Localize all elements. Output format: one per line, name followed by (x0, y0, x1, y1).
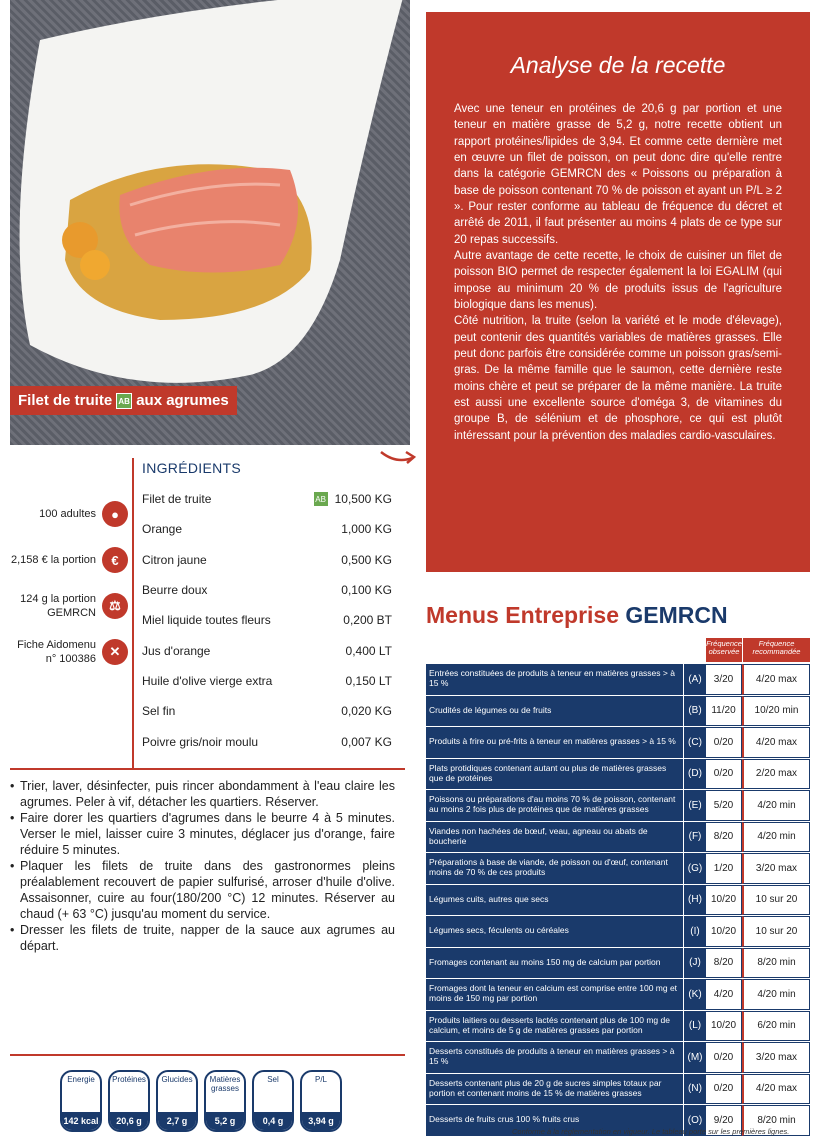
row-description: Légumes cuits, autres que secs (426, 885, 684, 916)
row-observed: 0/20 (706, 1042, 742, 1073)
nutrition-badge (60, 1070, 102, 1132)
ingredient-name: Orange (142, 522, 183, 537)
row-recommended: 8/20 min (742, 1105, 810, 1136)
row-observed: 0/20 (706, 727, 742, 758)
ingredient-row (142, 484, 392, 514)
row-recommended: 10/20 min (742, 696, 810, 727)
row-observed: 3/20 (706, 664, 742, 695)
row-recommended: 2/20 max (742, 759, 810, 790)
row-description: Entrées constituées de produits à teneur en matières grasses > à 15 % (426, 664, 684, 695)
recipe-title-part2: aux agrumes (136, 392, 229, 409)
recipe-meta (10, 492, 128, 676)
row-letter: (M) (684, 1042, 706, 1073)
recipe-title-part1: Filet de truite (18, 392, 113, 409)
row-recommended: 6/20 min (742, 1011, 810, 1042)
row-description: Légumes secs, féculents ou céréales (426, 916, 684, 947)
row-description: Desserts contenant plus de 20 g de sucres simples totaux par portion et contenant moins de 15 % de matières grasses (426, 1074, 684, 1105)
ingredient-row (142, 575, 392, 605)
row-letter: (H) (684, 885, 706, 916)
ingredient-name: Poivre gris/noir moulu (142, 734, 259, 749)
row-description: Préparations à base de viande, de poisson ou d'œuf, contenant moins de 70 % de ces produits (426, 853, 684, 884)
row-recommended: 4/20 min (742, 790, 810, 821)
analysis-text: Avec une teneur en protéines de 20,6 g par portion et une teneur en matière grasse de 5,2 g, notre recette obtient un rapport protéines/lipides de 3,94. Et comme cette dernière met en œuvre un filet de poisson, on peut donc dire qu'elle rentre dans la catégorie GEMRCN des « Poissons ou préparation à base de poisson contenant 70 % de poisson et ayant un P/L ≥ 2 ». Pour rester conforme au tableau de fréquence du décret et arrêté de 2011, il faut présenter au moins 4 plats de ce type sur 20 repas successifs. Autre avantage de cette recette, le choix de cuisiner un filet de poisson BIO permet de respecter également la loi EGALIM (qui impose au minimum 20 % de produits issus de l'agriculture biologique dans les menus). Côté nutrition, la truite (selon la variété et le mode d'élevage), peut contenir des quantités variables de matières grasses. Elle peut donc parfois être considérée comme un poisson gras/semi-gras. De la même famille que le saumon, cette dernière reste moins chère et peut se préparer de la même manière. La truite est aussi une excellente source d'oméga 3, de vitamines du groupe B, de sélénium et de phosphore, ce qui est plutôt intéressant pour la prévention des maladies cardio-vasculaires. (454, 103, 782, 442)
frequency-table (426, 664, 810, 1137)
row-description: Viandes non hachées de bœuf, veau, agneau ou abats de boucherie (426, 822, 684, 853)
ingredients-title: INGRÉDIENTS (142, 460, 241, 476)
row-description: Fromages contenant au moins 150 mg de calcium par portion (426, 948, 684, 979)
row-observed: 10/20 (706, 916, 742, 947)
row-recommended: 10 sur 20 (742, 916, 810, 947)
nutrition-value: 2,7 g (158, 1112, 196, 1130)
row-description: Crudités de légumes ou de fruits (426, 696, 684, 727)
menus-title-red: Menus Entreprise (426, 602, 619, 628)
ingredient-qty: 0,020 KG (341, 704, 392, 719)
table-row (426, 948, 810, 980)
nutrition-value: 20,6 g (110, 1112, 148, 1130)
row-recommended: 3/20 max (742, 853, 810, 884)
nutrition-label: Matières grasses (209, 1075, 241, 1093)
row-observed: 0/20 (706, 759, 742, 790)
person-icon: ● (102, 501, 128, 527)
ingredient-name: Miel liquide toutes fleurs (142, 613, 271, 628)
table-row (426, 696, 810, 728)
row-letter: (O) (684, 1105, 706, 1136)
meta-sheet-text: Fiche Aidomenu n° 100386 (17, 638, 96, 665)
row-description: Fromages dont la teneur en calcium est comprise entre 100 mg et moins de 150 mg par portion (426, 979, 684, 1010)
ingredient-row (142, 696, 392, 726)
row-recommended: 8/20 min (742, 948, 810, 979)
table-row (426, 822, 810, 854)
row-recommended: 4/20 min (742, 822, 810, 853)
nutrition-badge (204, 1070, 246, 1132)
row-letter: (N) (684, 1074, 706, 1105)
ingredient-qty: 0,100 KG (341, 583, 392, 598)
bio-leaf-icon: AB (116, 393, 132, 409)
row-description: Poissons ou préparations d'au moins 70 % de poisson, contenant au moins 2 fois plus de protéines que de matières grasses (426, 790, 684, 821)
row-letter: (I) (684, 916, 706, 947)
step-item: • Dresser les filets de truite, napper de la sauce aux agrumes au départ. (10, 922, 395, 954)
menus-title-blue: GEMRCN (625, 602, 728, 628)
ingredient-name: Filet de truite (142, 492, 212, 507)
nutrition-label: Protéines (112, 1075, 146, 1084)
nutrition-facts (60, 1070, 342, 1132)
meta-weight (10, 584, 128, 628)
row-letter: (J) (684, 948, 706, 979)
recipe-photo (10, 0, 410, 445)
menus-title (426, 602, 728, 629)
arrow-icon (378, 446, 418, 470)
row-recommended: 10 sur 20 (742, 885, 810, 916)
row-recommended: 4/20 max (742, 1074, 810, 1105)
table-row (426, 979, 810, 1011)
ingredient-name: Huile d'olive vierge extra (142, 673, 273, 688)
nutrition-label: Glucides (161, 1075, 193, 1084)
row-observed: 8/20 (706, 822, 742, 853)
ingredient-name: Sel fin (142, 704, 176, 719)
meta-cost (10, 538, 128, 582)
row-observed: 10/20 (706, 885, 742, 916)
nutrition-divider (10, 1054, 405, 1056)
ingredient-qty: 0,007 KG (341, 734, 392, 749)
ingredient-name: Beurre doux (142, 583, 208, 598)
ingredient-qty: 1,000 KG (341, 522, 392, 537)
ingredient-row (142, 666, 392, 696)
row-description: Desserts constitués de produits à teneur en matières grasses > à 15 % (426, 1042, 684, 1073)
row-observed: 10/20 (706, 1011, 742, 1042)
row-observed: 8/20 (706, 948, 742, 979)
ingredient-name: Jus d'orange (142, 643, 211, 658)
row-letter: (K) (684, 979, 706, 1010)
table-row (426, 1074, 810, 1106)
row-letter: (A) (684, 664, 706, 695)
preparation-steps (10, 778, 395, 954)
nutrition-value: 142 kcal (62, 1112, 100, 1130)
euro-icon: € (102, 547, 128, 573)
table-row (426, 916, 810, 948)
ingredient-row (142, 635, 392, 665)
ingredient-qty: 0,200 BT (343, 613, 392, 628)
row-observed: 1/20 (706, 853, 742, 884)
row-recommended: 3/20 max (742, 1042, 810, 1073)
nutrition-label: P/L (314, 1075, 327, 1084)
ingredient-qty: 0,500 KG (341, 552, 392, 567)
row-observed: 0/20 (706, 1074, 742, 1105)
row-letter: (D) (684, 759, 706, 790)
recipe-title (10, 386, 237, 415)
meta-sheet (10, 630, 128, 674)
row-observed: 11/20 (706, 696, 742, 727)
observed-frequency-header: Fréquence observée (706, 638, 742, 662)
analysis-box (426, 12, 810, 572)
ingredient-name: Citron jaune (142, 552, 207, 567)
table-row (426, 727, 810, 759)
nutrition-badge (300, 1070, 342, 1132)
nutrition-value: 0,4 g (254, 1112, 292, 1130)
row-description: Desserts de fruits crus 100 % fruits crus (426, 1105, 684, 1136)
row-letter: (G) (684, 853, 706, 884)
row-observed: 5/20 (706, 790, 742, 821)
row-description: Produits laitiers ou desserts lactés contenant plus de 100 mg de calcium, et moins de 5 g de matières grasses par portion (426, 1011, 684, 1042)
row-recommended: 4/20 max (742, 664, 810, 695)
table-row (426, 1011, 810, 1043)
cutlery-icon: ✕ (102, 639, 128, 665)
step-item: • Faire dorer les quartiers d'agrumes dans le beurre 4 à 5 minutes. Verser le miel, laisser cuire 3 minutes, déglacer jus d'orange, faire réduire 5 minutes. (10, 810, 395, 858)
nutrition-badge (156, 1070, 198, 1132)
ingredients-list (142, 484, 392, 757)
ingredient-row (142, 545, 392, 575)
scale-icon: ⚖ (102, 593, 128, 619)
table-row (426, 759, 810, 791)
nutrition-value: 5,2 g (206, 1112, 244, 1130)
row-letter: (F) (684, 822, 706, 853)
ingredient-qty: 0,150 LT (345, 673, 392, 688)
row-letter: (C) (684, 727, 706, 758)
row-observed: 4/20 (706, 979, 742, 1010)
ingredient-row (142, 726, 392, 756)
steps-divider (10, 768, 405, 770)
row-letter: (L) (684, 1011, 706, 1042)
row-letter: (B) (684, 696, 706, 727)
row-letter: (E) (684, 790, 706, 821)
ingredient-qty: 0,400 LT (345, 643, 392, 658)
recommended-frequency-header: Fréquence recommandée (743, 638, 810, 662)
bio-leaf-icon: AB (313, 491, 329, 507)
ingredient-row (142, 514, 392, 544)
analysis-title: Analyse de la recette (510, 52, 726, 78)
nutrition-badge (252, 1070, 294, 1132)
row-recommended: 4/20 max (742, 727, 810, 758)
table-row (426, 664, 810, 696)
meta-servings-text: 100 adultes (39, 507, 96, 520)
ingredient-qty: 10,500 KG (334, 492, 392, 507)
row-observed: 9/20 (706, 1105, 742, 1136)
ingredients-divider (132, 458, 134, 768)
nutrition-label: Energie (67, 1075, 95, 1084)
table-row (426, 1042, 810, 1074)
table-row (426, 885, 810, 917)
table-row (426, 853, 810, 885)
nutrition-label: Sel (267, 1075, 279, 1084)
table-note: Conforme à la réglementation en vigueur. Le tableau porte sur les premières lignes. (512, 1127, 790, 1136)
row-recommended: 4/20 min (742, 979, 810, 1010)
meta-servings (10, 492, 128, 536)
row-description: Plats protidiques contenant autant ou plus de matières grasses que de protéines (426, 759, 684, 790)
plate-illustration (10, 0, 410, 445)
table-row (426, 790, 810, 822)
step-item: • Trier, laver, désinfecter, puis rincer abondamment à l'eau claire les agrumes. Peler à vif, détacher les quartiers. Réserver. (10, 778, 395, 810)
row-description: Produits à frire ou pré-frits à teneur en matières grasses > à 15 % (426, 727, 684, 758)
meta-cost-text: 2,158 € la portion (10, 553, 96, 566)
ingredient-row (142, 605, 392, 635)
nutrition-badge (108, 1070, 150, 1132)
step-item: • Plaquer les filets de truite dans des gastronormes pleins préalablement recouvert de papier sulfurisé, arroser d'huile d'olive. Assaisonner, cuire au four(180/200 °C) 12 minutes. Réserver au chaud (+ 63 °C) jusqu'au moment du service. (10, 858, 395, 922)
nutrition-value: 3,94 g (302, 1112, 340, 1130)
meta-weight-text: 124 g la portion GEMRCN (20, 592, 96, 619)
